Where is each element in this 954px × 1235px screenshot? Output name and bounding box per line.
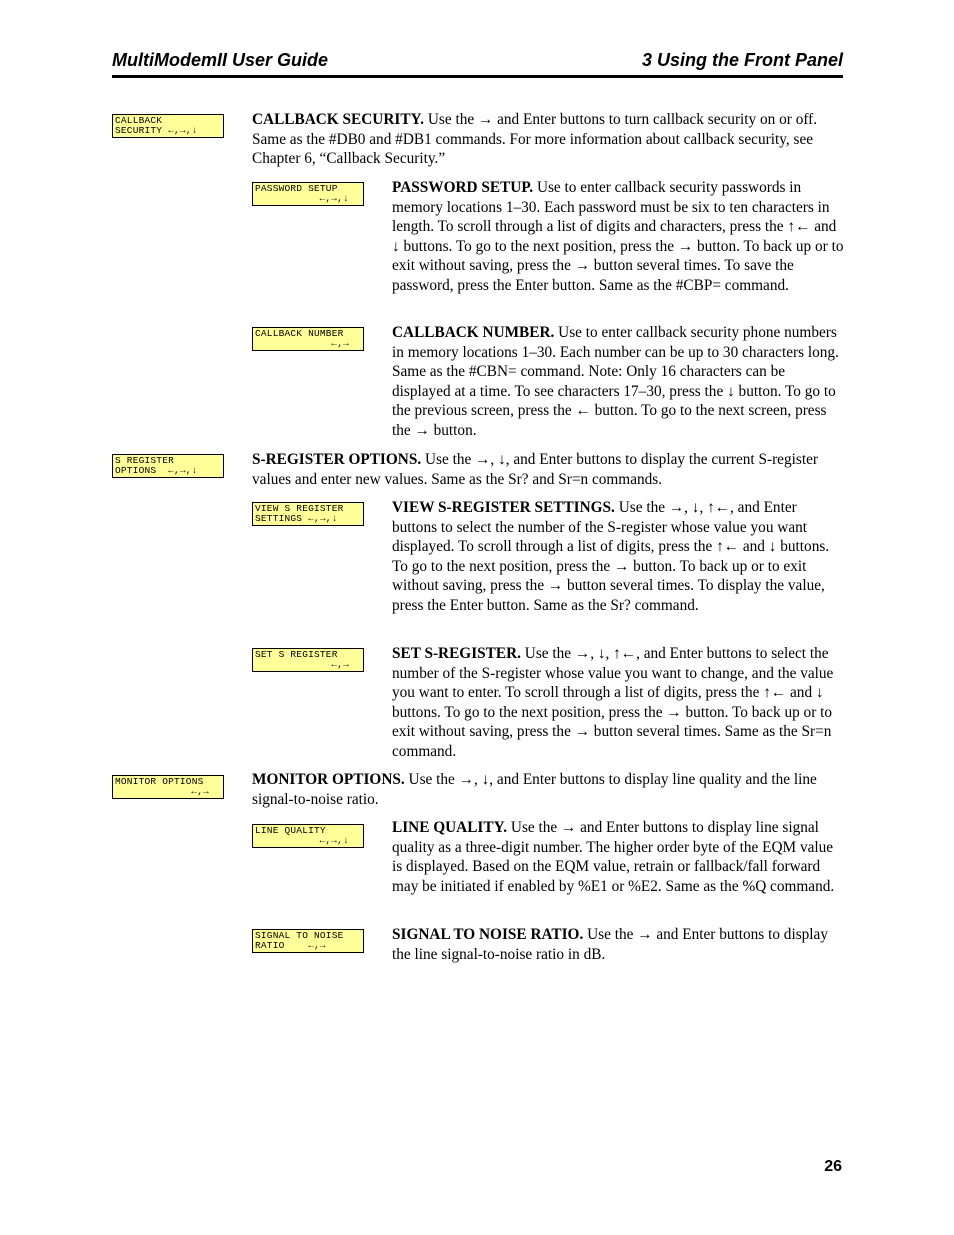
lcd-line: ←,→,↓	[319, 835, 349, 846]
lcd-line: SIGNAL TO NOISE	[255, 930, 344, 941]
page-header	[112, 48, 843, 78]
lcd-line: LINE QUALITY	[255, 825, 326, 836]
lcd-line: SECURITY ←,→,↓	[115, 125, 198, 136]
section-callback-security	[252, 110, 844, 169]
lcd-line: CALLBACK	[115, 115, 163, 126]
lcd-line: PASSWORD SETUP	[255, 183, 338, 194]
section-body: Use the → and Enter buttons to display line signal quality as a three-digit number. The higher order byte of the EQM value is displayed. Based on the EQM value, retrain or fallback/fall forward may be initiated if enabled by %E1 or %E2. Same as the %Q command.	[392, 819, 835, 895]
lcd-display-s-register-options	[112, 454, 224, 478]
section-password-setup	[392, 178, 844, 295]
section-set-s-register	[392, 644, 844, 761]
section-heading: S-REGISTER OPTIONS.	[252, 451, 422, 468]
lcd-line: MONITOR OPTIONS	[115, 776, 204, 787]
section-body: Use the → and Enter buttons to display the line signal-to-noise ratio in dB.	[392, 926, 828, 963]
lcd-display-callback-security	[112, 114, 224, 138]
section-heading: SET S-REGISTER.	[392, 645, 521, 662]
section-heading: VIEW S-REGISTER SETTINGS.	[392, 499, 615, 516]
section-heading: SIGNAL TO NOISE RATIO.	[392, 926, 584, 943]
section-heading: CALLBACK NUMBER.	[392, 324, 555, 341]
lcd-line: SETTINGS ←,→,↓	[255, 513, 338, 524]
lcd-display-signal-to-noise	[252, 929, 364, 953]
section-body: Use to enter callback security phone numbers in memory locations 1–30. Each number can be up to 30 characters long. Same as the #CBN= command. Note: Only 16 characters can be displayed at a time. To see characters 17–30, press the ↓ button. To go to the previous screen, press the ← button. To go to the next screen, press the → button.	[392, 324, 839, 439]
section-signal-to-noise-ratio	[392, 925, 844, 964]
lcd-display-monitor-options	[112, 775, 224, 799]
section-heading: LINE QUALITY.	[392, 819, 508, 836]
section-monitor-options	[252, 770, 844, 809]
section-body: Use the →, ↓, ↑←, and Enter buttons to select the number of the S-register whose value you want to change, and the value you want to enter. To scroll through a list of digits, press the ↑← and ↓ buttons. To go to the next position, press the → button. To back up or to exit without saving, press the → button several times. Same as the Sr=n command.	[392, 645, 834, 760]
section-body: Use the → and Enter buttons to turn callback security on or off. Same as the #DB0 and #DB1 commands. For more information about callback security, see Chapter 6, “Callback Security.”	[252, 111, 818, 167]
section-body: Use the →, ↓, ↑←, and Enter buttons to select the number of the S-register whose value you want displayed. To scroll through a list of digits, press the ↑← and ↓ buttons. To go to the next position, press the → button. To back up or to exit without saving, press the → button several times. To display the value, press the Enter button. Same as the Sr? command.	[392, 499, 830, 614]
lcd-display-set-s-register	[252, 648, 364, 672]
lcd-line: S REGISTER	[115, 455, 175, 466]
section-heading: MONITOR OPTIONS.	[252, 771, 405, 788]
lcd-line: OPTIONS ←,→,↓	[115, 465, 198, 476]
lcd-line: ←,→	[331, 338, 349, 349]
lcd-line: ←,→,↓	[319, 193, 349, 204]
lcd-display-view-s-register	[252, 502, 364, 526]
section-s-register-options	[252, 450, 844, 489]
section-body: Use the →, ↓, and Enter buttons to display line quality and the line signal-to-noise ratio.	[252, 771, 817, 808]
lcd-line: RATIO ←,→	[255, 940, 326, 951]
section-body: Use to enter callback security passwords in memory locations 1–30. Each password must be six to ten characters in length. To scroll through a list of digits and characters, press the ↑← and ↓ buttons. To go to the next position, press the → button. To back up or to exit without saving, press the → button several times. To save the password, press the Enter button. Same as the #CBP= command.	[392, 179, 844, 294]
lcd-line: ←,→	[191, 786, 209, 797]
lcd-line: VIEW S REGISTER	[255, 503, 344, 514]
lcd-line: CALLBACK NUMBER	[255, 328, 344, 339]
lcd-line: ←,→	[331, 659, 349, 670]
page-number: 26	[824, 1158, 842, 1175]
section-view-s-register-settings	[392, 498, 844, 615]
lcd-line: SET S REGISTER	[255, 649, 338, 660]
lcd-display-callback-number	[252, 327, 364, 351]
chapter-title: 3 Using the Front Panel	[641, 50, 843, 70]
section-body: Use the →, ↓, and Enter buttons to display the current S-register values and enter new values. Same as the Sr? and Sr=n commands.	[252, 451, 818, 488]
lcd-display-password-setup	[252, 182, 364, 206]
section-heading: PASSWORD SETUP.	[392, 179, 534, 196]
section-heading: CALLBACK SECURITY.	[252, 111, 424, 128]
guide-title: MultiModemII User Guide	[112, 50, 329, 70]
lcd-display-line-quality	[252, 824, 364, 848]
section-line-quality	[392, 818, 844, 896]
section-callback-number	[392, 323, 844, 440]
